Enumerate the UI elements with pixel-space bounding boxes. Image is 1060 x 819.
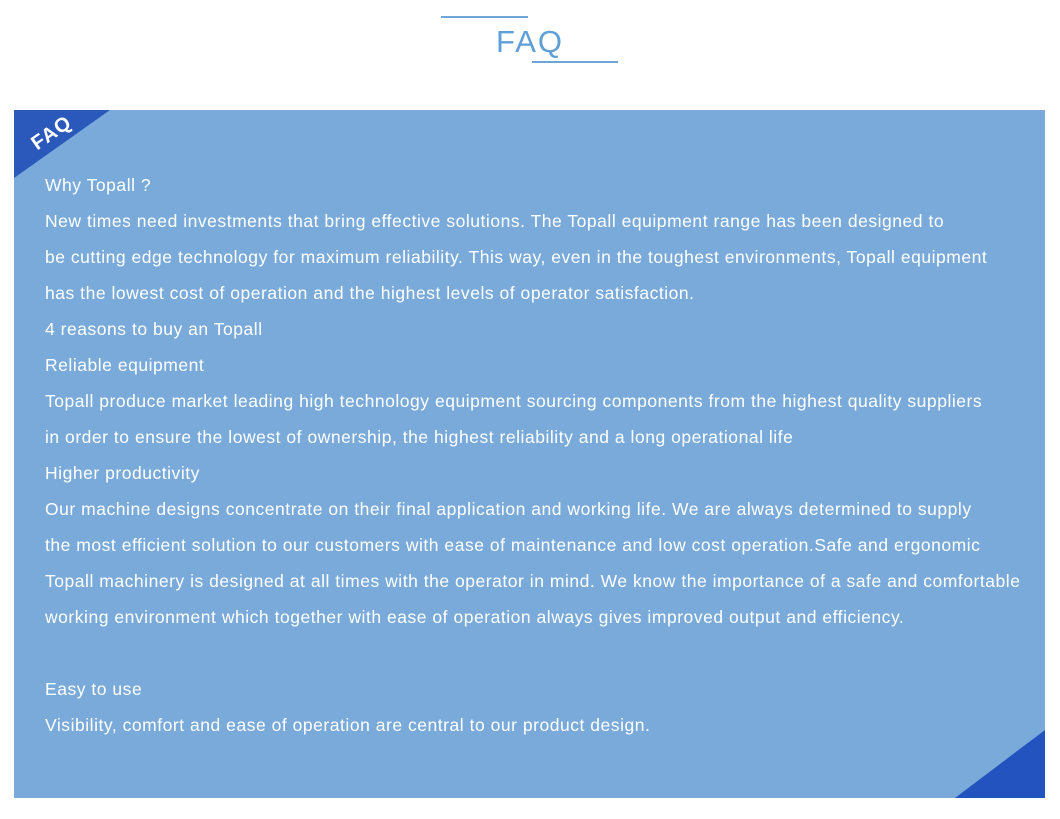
faq-text-line xyxy=(45,635,1015,671)
faq-text-line: Our machine designs concentrate on their final application and working life. We are always determined to supply xyxy=(45,499,972,519)
header-rule-top xyxy=(441,16,528,18)
faq-text-line: the most efficient solution to our customers with ease of maintenance and low cost operation.Safe and ergonomic xyxy=(45,535,981,555)
header-rule-bottom xyxy=(532,61,618,63)
faq-ribbon-label: FAQ xyxy=(27,111,77,155)
faq-panel xyxy=(14,110,1045,798)
faq-text-line: Topall produce market leading high technology equipment sourcing components from the highest quality suppliers xyxy=(45,391,983,411)
faq-text-line: Higher productivity xyxy=(45,463,200,483)
faq-text-line: 4 reasons to buy an Topall xyxy=(45,319,263,339)
faq-text-line: Topall machinery is designed at all times with the operator in mind. We know the importance of a safe and comfortable xyxy=(45,571,1021,591)
faq-text-line: Why Topall ? xyxy=(45,175,152,195)
faq-section-header xyxy=(0,0,1060,110)
faq-text-line: Visibility, comfort and ease of operation are central to our product design. xyxy=(45,715,651,735)
faq-text-line: be cutting edge technology for maximum reliability. This way, even in the toughest environments, Topall equipment xyxy=(45,247,988,267)
page-title: FAQ xyxy=(495,24,564,59)
faq-text-line: Reliable equipment xyxy=(45,355,205,375)
faq-text-line: New times need investments that bring effective solutions. The Topall equipment range has been designed to xyxy=(45,211,945,231)
faq-content xyxy=(14,110,1045,743)
faq-text-line: Easy to use xyxy=(45,679,143,699)
faq-text-line: working environment which together with ease of operation always gives improved output and efficiency. xyxy=(45,607,905,627)
faq-text-line: has the lowest cost of operation and the highest levels of operator satisfaction. xyxy=(45,283,695,303)
faq-text-line: in order to ensure the lowest of ownership, the highest reliability and a long operational life xyxy=(45,427,794,447)
